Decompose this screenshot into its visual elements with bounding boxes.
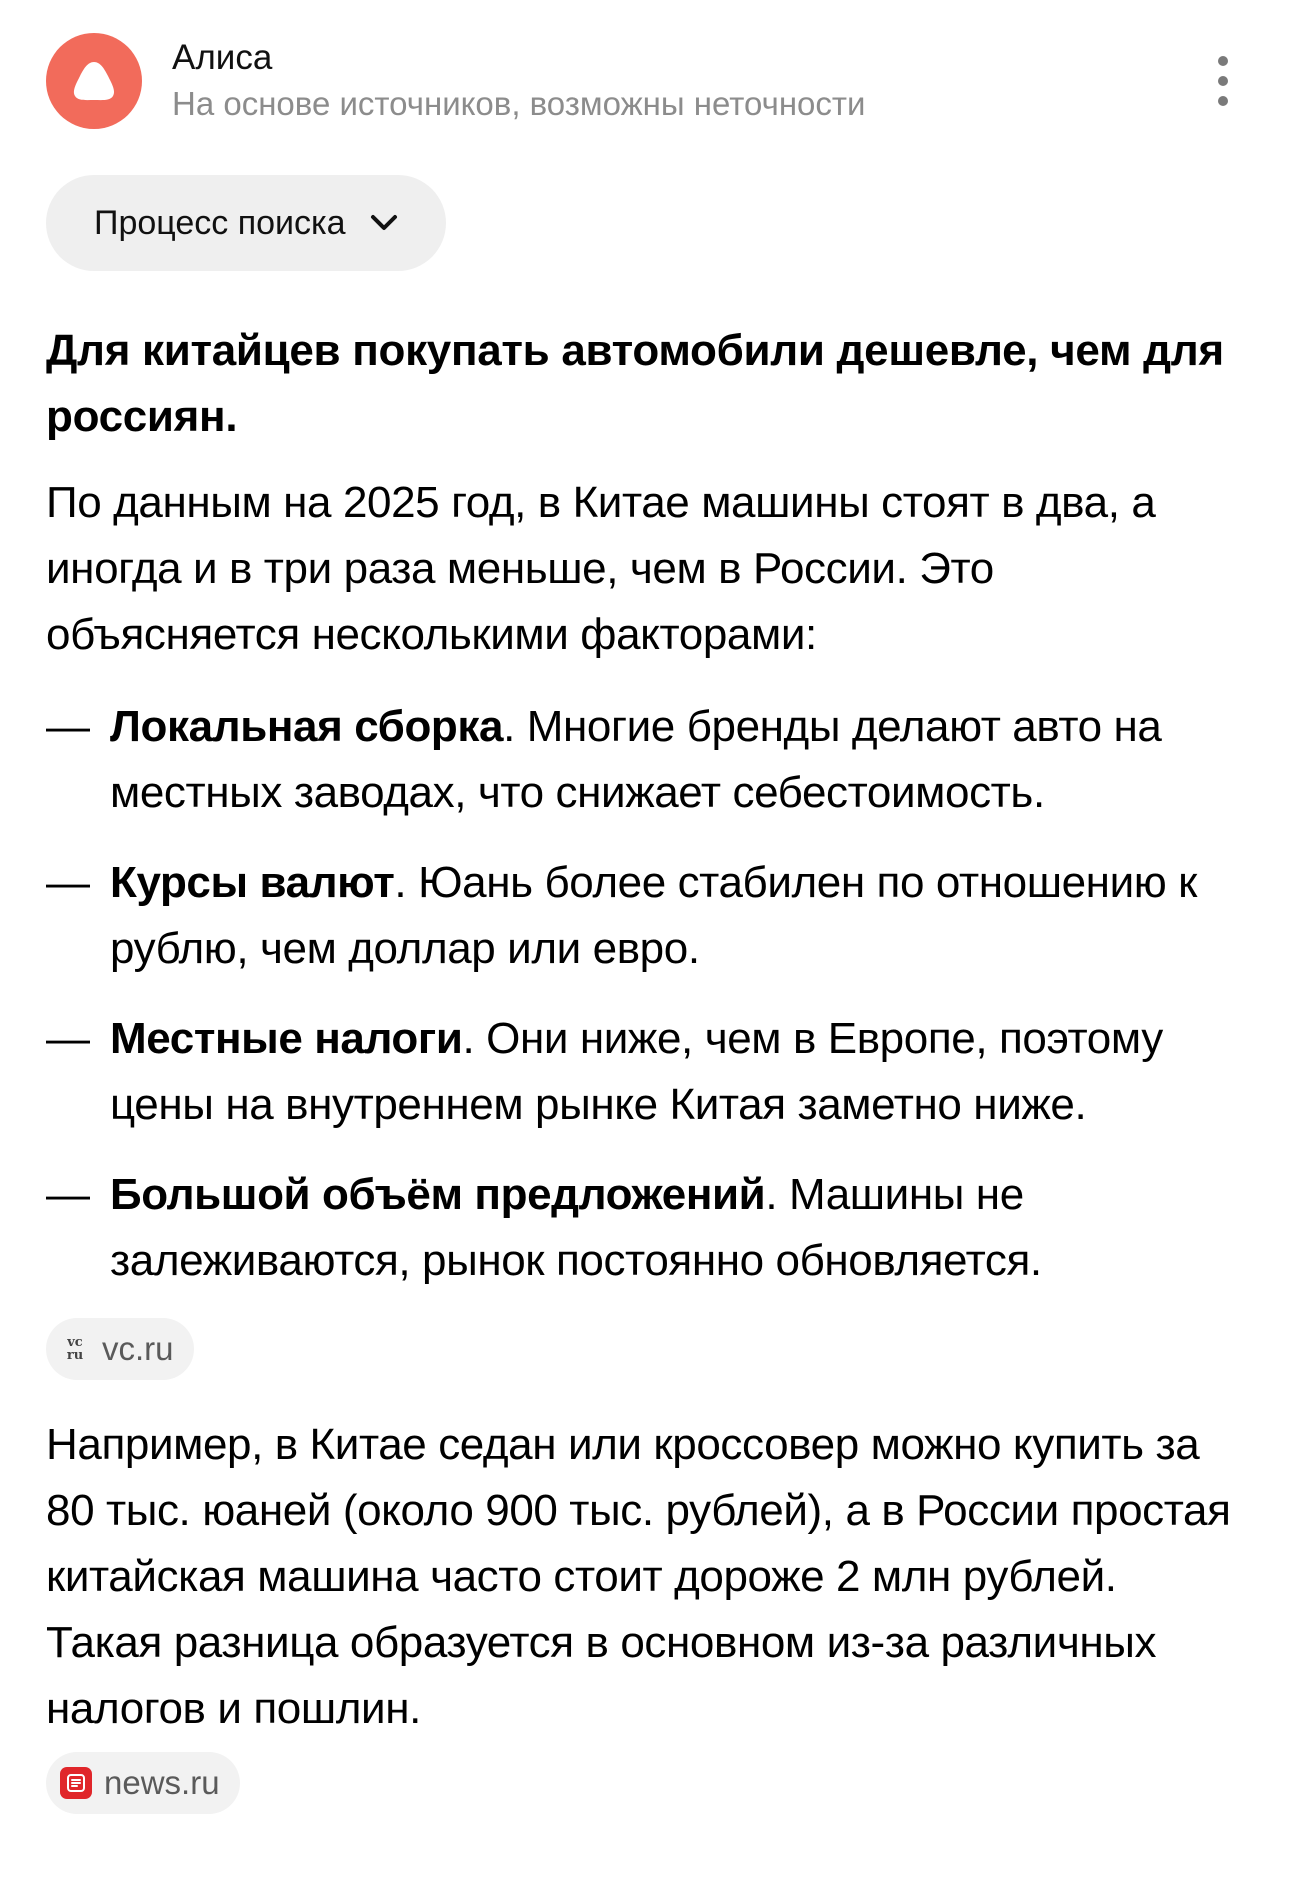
search-process-button[interactable] <box>46 175 446 271</box>
factors-list <box>46 694 1244 1294</box>
more-vertical-icon <box>1218 76 1228 86</box>
factor-text: . Машины не залеживаются, рынок постоянно обновляется. <box>110 1170 1042 1285</box>
alice-avatar <box>46 33 142 129</box>
more-vertical-icon <box>1218 96 1228 106</box>
list-item-text <box>110 1006 1244 1138</box>
source-chip-news[interactable] <box>46 1752 240 1814</box>
list-item <box>46 1006 1244 1138</box>
vc-icon-top: vc <box>67 1335 83 1350</box>
factor-text: . Юань более стабилен по отношению к рублю, чем доллар или евро. <box>110 858 1198 973</box>
answer-content <box>46 318 1244 1814</box>
list-item-text <box>110 850 1244 982</box>
list-item-text <box>110 694 1244 826</box>
answer-intro: По данным на 2025 год, в Китае машины стоят в два, а иногда и в три раза меньше, чем в России. Это объясняется несколькими факторами: <box>46 478 1156 659</box>
source-chip-vc[interactable] <box>46 1318 194 1380</box>
list-item <box>46 694 1244 826</box>
factor-text: . Многие бренды делают авто на местных заводах, что снижает себестоимость. <box>110 702 1162 817</box>
list-item <box>46 850 1244 982</box>
search-process-label: Процесс поиска <box>94 203 346 242</box>
alice-logo-icon <box>70 58 118 104</box>
factor-title: Курсы валют <box>110 858 395 907</box>
list-dash: — <box>46 858 90 907</box>
vc-icon-bottom: ru <box>66 1348 84 1363</box>
app-name: Алиса <box>172 38 273 77</box>
list-dash: — <box>46 1170 90 1219</box>
factor-text: . Они ниже, чем в Европе, поэтому цены на внутреннем рынке Китая заметно ниже. <box>110 1014 1163 1129</box>
list-dash: — <box>46 702 90 751</box>
source-label: vc.ru <box>102 1330 174 1367</box>
factor-title: Местные налоги <box>110 1014 463 1063</box>
chevron-down-icon <box>370 214 398 232</box>
news-ru-icon <box>60 1767 92 1799</box>
factor-title: Локальная сборка <box>110 702 504 751</box>
header-text <box>172 36 865 126</box>
more-options-button[interactable] <box>1208 56 1238 106</box>
list-item <box>46 1162 1244 1294</box>
answer-headline: Для китайцев покупать автомобили дешевле, чем для россиян. <box>46 326 1224 441</box>
app-subtitle: На основе источников, возможны неточности <box>172 85 866 122</box>
list-dash: — <box>46 1014 90 1063</box>
vc-ru-icon <box>60 1334 90 1364</box>
answer-example: Например, в Китае седан или кроссовер можно купить за 80 тыс. юаней (около 900 тыс. рублей), а в России простая китайская машина часто стоит дороже 2 млн рублей. Такая разница образуется в основном из-за различных налогов и пошлин. <box>46 1420 1231 1733</box>
factor-title: Большой объём предложений <box>110 1170 766 1219</box>
list-item-text <box>110 1162 1244 1294</box>
answer-header <box>46 32 1244 130</box>
source-label: news.ru <box>104 1764 220 1801</box>
more-vertical-icon <box>1218 56 1228 66</box>
